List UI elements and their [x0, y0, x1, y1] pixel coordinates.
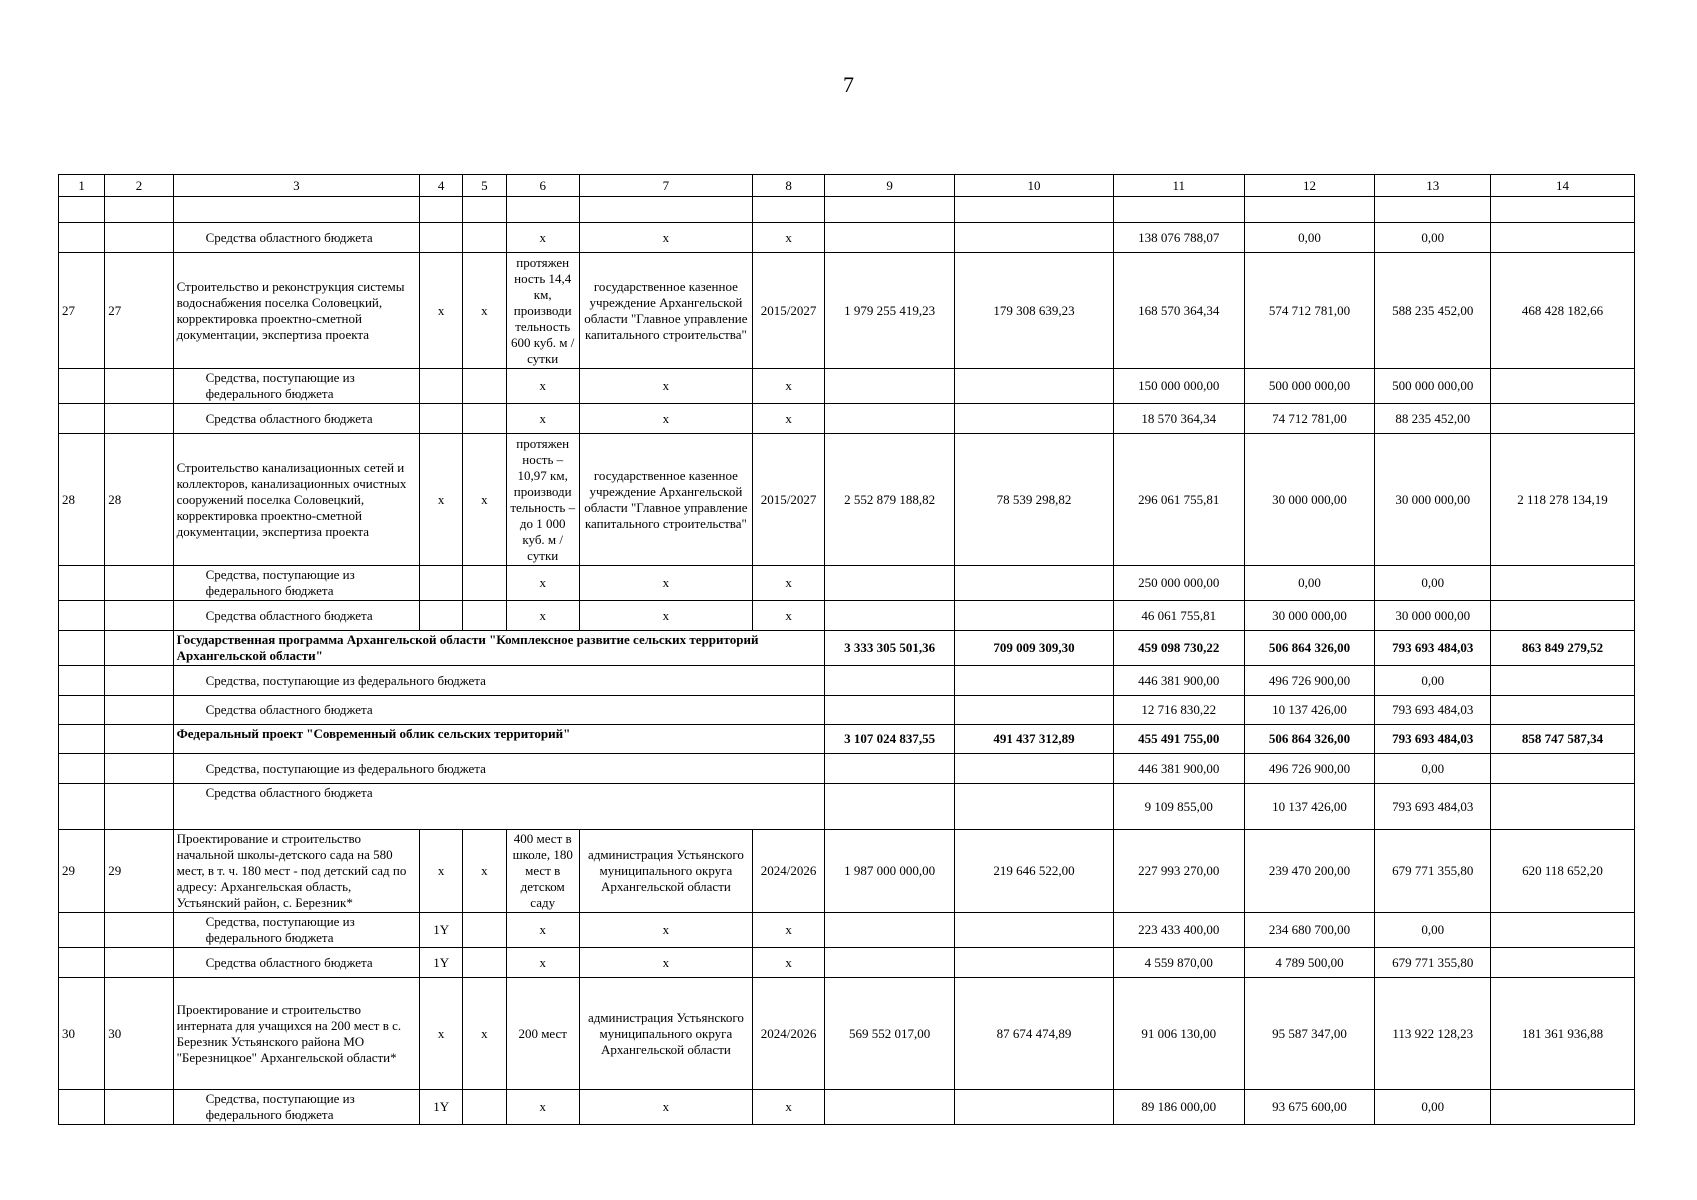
program-total-row: [59, 631, 1635, 666]
row-index-cell: 28: [105, 434, 173, 566]
row-index-cell: [105, 666, 173, 696]
spent-cell: [955, 404, 1114, 434]
row-number-cell: 29: [59, 830, 105, 913]
total-cost-cell: [825, 754, 955, 784]
amount-year2-cell: 30 000 000,00: [1244, 601, 1375, 631]
empty-cell: [173, 197, 419, 223]
project-name: Проектирование и строительство начальной школы-детского сада на 580 мест, в т. ч. 180 мест - под детский сад по адресу: Архангельская область, Устьянский район, с. Березник*: [173, 830, 419, 913]
amount-year1-cell: 150 000 000,00: [1113, 369, 1244, 404]
executor-cell: х: [579, 566, 752, 601]
amount-year3-cell: 30 000 000,00: [1375, 434, 1491, 566]
amount-year3-cell: 793 693 484,03: [1375, 631, 1491, 666]
remainder-cell: [1491, 404, 1635, 434]
total-cost-cell: [825, 913, 955, 948]
spent-cell: [955, 566, 1114, 601]
funding-source-row: [59, 404, 1635, 434]
executor-cell: государственное казенное учреждение Архангельской области "Главное управление капитального строительства": [579, 434, 752, 566]
amount-year2-cell: 0,00: [1244, 223, 1375, 253]
empty-row: [59, 197, 1635, 223]
row-index-cell: [105, 369, 173, 404]
empty-cell: [579, 197, 752, 223]
project-name: Строительство и реконструкция системы водоснабжения поселка Соловецкий, корректировка проектно-сметной документации, экспертиза проекта: [173, 253, 419, 369]
period-cell: 2024/2026: [752, 978, 824, 1090]
project-name: Строительство канализационных сетей и коллекторов, канализационных очистных сооружений поселка Соловецкий, корректировка проектно-сметной документации, экспертиза проекта: [173, 434, 419, 566]
program-funding-row: [59, 696, 1635, 725]
remainder-cell: [1491, 913, 1635, 948]
code-cell: [420, 223, 463, 253]
code-cell: 1Y: [420, 913, 463, 948]
amount-year3-cell: 588 235 452,00: [1375, 253, 1491, 369]
column-number-cell: 11: [1113, 175, 1244, 197]
column-number-cell: 3: [173, 175, 419, 197]
spent-cell: 491 437 312,89: [955, 725, 1114, 754]
remainder-cell: [1491, 754, 1635, 784]
empty-cell: [1375, 197, 1491, 223]
column-number-cell: 5: [463, 175, 506, 197]
spent-cell: [955, 754, 1114, 784]
spent-cell: 219 646 522,00: [955, 830, 1114, 913]
total-cost-cell: [825, 666, 955, 696]
amount-year1-cell: 89 186 000,00: [1113, 1090, 1244, 1125]
amount-year3-cell: 0,00: [1375, 1090, 1491, 1125]
remainder-cell: 863 849 279,52: [1491, 631, 1635, 666]
amount-year1-cell: 296 061 755,81: [1113, 434, 1244, 566]
empty-cell: [59, 197, 105, 223]
amount-year1-cell: 18 570 364,34: [1113, 404, 1244, 434]
amount-year1-cell: 227 993 270,00: [1113, 830, 1244, 913]
funding-source-name: Средства областного бюджета: [173, 223, 419, 253]
capacity-cell: х: [506, 566, 579, 601]
amount-year2-cell: 30 000 000,00: [1244, 434, 1375, 566]
remainder-cell: [1491, 784, 1635, 830]
funding-source-row: [59, 566, 1635, 601]
amount-year2-cell: 496 726 900,00: [1244, 666, 1375, 696]
amount-year2-cell: 74 712 781,00: [1244, 404, 1375, 434]
col5-cell: [463, 948, 506, 978]
amount-year1-cell: 446 381 900,00: [1113, 754, 1244, 784]
period-cell: х: [752, 223, 824, 253]
remainder-cell: [1491, 601, 1635, 631]
amount-year3-cell: 88 235 452,00: [1375, 404, 1491, 434]
remainder-cell: 468 428 182,66: [1491, 253, 1635, 369]
col5-cell: х: [463, 253, 506, 369]
funding-source-name: Средства областного бюджета: [173, 404, 419, 434]
column-number-cell: 6: [506, 175, 579, 197]
amount-year1-cell: 168 570 364,34: [1113, 253, 1244, 369]
row-number-cell: [59, 784, 105, 830]
amount-year2-cell: 506 864 326,00: [1244, 631, 1375, 666]
amount-year1-cell: 46 061 755,81: [1113, 601, 1244, 631]
amount-year2-cell: 234 680 700,00: [1244, 913, 1375, 948]
amount-year1-cell: 455 491 755,00: [1113, 725, 1244, 754]
funding-source-name: Средства областного бюджета: [173, 601, 419, 631]
spent-cell: [955, 913, 1114, 948]
remainder-cell: [1491, 696, 1635, 725]
column-number-cell: 10: [955, 175, 1114, 197]
column-number-cell: 14: [1491, 175, 1635, 197]
total-cost-cell: 3 333 305 501,36: [825, 631, 955, 666]
amount-year2-cell: 93 675 600,00: [1244, 1090, 1375, 1125]
funding-source-row: [59, 948, 1635, 978]
total-cost-cell: 1 987 000 000,00: [825, 830, 955, 913]
empty-cell: [105, 197, 173, 223]
funding-source-row: [59, 369, 1635, 404]
funding-source-name: Средства, поступающие из федерального бюджета: [173, 754, 825, 784]
amount-year2-cell: 506 864 326,00: [1244, 725, 1375, 754]
row-index-cell: [105, 566, 173, 601]
total-cost-cell: [825, 784, 955, 830]
spent-cell: [955, 666, 1114, 696]
program-funding-row: [59, 784, 1635, 830]
empty-cell: [506, 197, 579, 223]
capacity-cell: х: [506, 404, 579, 434]
amount-year3-cell: 0,00: [1375, 754, 1491, 784]
code-cell: х: [420, 434, 463, 566]
capacity-cell: протяжен ность 14,4 км, производи тельность 600 куб. м / сутки: [506, 253, 579, 369]
total-cost-cell: [825, 601, 955, 631]
period-cell: х: [752, 404, 824, 434]
col5-cell: х: [463, 434, 506, 566]
executor-cell: х: [579, 948, 752, 978]
period-cell: х: [752, 601, 824, 631]
code-cell: х: [420, 253, 463, 369]
amount-year2-cell: 500 000 000,00: [1244, 369, 1375, 404]
amount-year1-cell: 250 000 000,00: [1113, 566, 1244, 601]
row-number-cell: [59, 948, 105, 978]
col5-cell: [463, 223, 506, 253]
program-name: Федеральный проект "Современный облик сельских территорий": [173, 725, 825, 754]
total-cost-cell: [825, 369, 955, 404]
row-number-cell: 30: [59, 978, 105, 1090]
code-cell: [420, 601, 463, 631]
column-number-cell: 12: [1244, 175, 1375, 197]
amount-year3-cell: 679 771 355,80: [1375, 830, 1491, 913]
total-cost-cell: [825, 1090, 955, 1125]
amount-year1-cell: 223 433 400,00: [1113, 913, 1244, 948]
empty-cell: [463, 197, 506, 223]
code-cell: х: [420, 830, 463, 913]
row-number-cell: [59, 631, 105, 666]
amount-year1-cell: 91 006 130,00: [1113, 978, 1244, 1090]
row-index-cell: 30: [105, 978, 173, 1090]
row-index-cell: [105, 601, 173, 631]
row-index-cell: [105, 696, 173, 725]
amount-year3-cell: 500 000 000,00: [1375, 369, 1491, 404]
project-row: [59, 253, 1635, 369]
code-cell: х: [420, 978, 463, 1090]
amount-year3-cell: 793 693 484,03: [1375, 696, 1491, 725]
row-number-cell: [59, 566, 105, 601]
col5-cell: х: [463, 830, 506, 913]
spent-cell: 709 009 309,30: [955, 631, 1114, 666]
capacity-cell: х: [506, 369, 579, 404]
period-cell: х: [752, 948, 824, 978]
column-number-cell: 9: [825, 175, 955, 197]
project-row: [59, 978, 1635, 1090]
funding-source-name: Средства областного бюджета: [173, 948, 419, 978]
remainder-cell: 858 747 587,34: [1491, 725, 1635, 754]
executor-cell: х: [579, 1090, 752, 1125]
remainder-cell: 2 118 278 134,19: [1491, 434, 1635, 566]
funding-source-row: [59, 1090, 1635, 1125]
remainder-cell: 620 118 652,20: [1491, 830, 1635, 913]
row-number-cell: [59, 601, 105, 631]
total-cost-cell: [825, 696, 955, 725]
remainder-cell: [1491, 948, 1635, 978]
executor-cell: х: [579, 223, 752, 253]
period-cell: 2015/2027: [752, 434, 824, 566]
amount-year3-cell: 0,00: [1375, 913, 1491, 948]
budget-table: [58, 174, 1635, 1125]
executor-cell: х: [579, 404, 752, 434]
empty-cell: [752, 197, 824, 223]
spent-cell: [955, 696, 1114, 725]
program-funding-row: [59, 666, 1635, 696]
amount-year1-cell: 138 076 788,07: [1113, 223, 1244, 253]
column-number-cell: 8: [752, 175, 824, 197]
remainder-cell: 181 361 936,88: [1491, 978, 1635, 1090]
executor-cell: х: [579, 369, 752, 404]
capacity-cell: х: [506, 1090, 579, 1125]
row-number-cell: [59, 754, 105, 784]
amount-year2-cell: 4 789 500,00: [1244, 948, 1375, 978]
empty-cell: [1113, 197, 1244, 223]
code-cell: [420, 369, 463, 404]
column-number-cell: 13: [1375, 175, 1491, 197]
funding-source-name: Средства областного бюджета: [173, 784, 825, 830]
funding-source-name: Средства, поступающие из федерального бюджета: [173, 666, 825, 696]
amount-year2-cell: 496 726 900,00: [1244, 754, 1375, 784]
empty-cell: [955, 197, 1114, 223]
period-cell: х: [752, 566, 824, 601]
col5-cell: [463, 601, 506, 631]
amount-year3-cell: 113 922 128,23: [1375, 978, 1491, 1090]
total-cost-cell: 2 552 879 188,82: [825, 434, 955, 566]
col5-cell: [463, 566, 506, 601]
total-cost-cell: [825, 566, 955, 601]
row-number-cell: 27: [59, 253, 105, 369]
row-number-cell: [59, 696, 105, 725]
remainder-cell: [1491, 369, 1635, 404]
column-number-cell: 4: [420, 175, 463, 197]
spent-cell: [955, 784, 1114, 830]
spent-cell: 87 674 474,89: [955, 978, 1114, 1090]
code-cell: 1Y: [420, 948, 463, 978]
amount-year3-cell: 793 693 484,03: [1375, 725, 1491, 754]
remainder-cell: [1491, 566, 1635, 601]
project-name: Проектирование и строительство интерната для учащихся на 200 мест в с. Березник Устьянского района МО "Березницкое" Архангельской области*: [173, 978, 419, 1090]
total-cost-cell: [825, 404, 955, 434]
program-name: Государственная программа Архангельской области "Комплексное развитие сельских территорий Архангельской области": [173, 631, 825, 666]
code-cell: 1Y: [420, 1090, 463, 1125]
column-number-cell: 2: [105, 175, 173, 197]
spent-cell: [955, 601, 1114, 631]
column-number-row: [59, 175, 1635, 197]
row-number-cell: [59, 666, 105, 696]
amount-year1-cell: 459 098 730,22: [1113, 631, 1244, 666]
amount-year3-cell: 0,00: [1375, 666, 1491, 696]
row-index-cell: [105, 913, 173, 948]
amount-year3-cell: 30 000 000,00: [1375, 601, 1491, 631]
spent-cell: [955, 369, 1114, 404]
amount-year2-cell: 10 137 426,00: [1244, 784, 1375, 830]
executor-cell: администрация Устьянского муниципального округа Архангельской области: [579, 978, 752, 1090]
row-number-cell: [59, 369, 105, 404]
spent-cell: [955, 1090, 1114, 1125]
executor-cell: администрация Устьянского муниципального округа Архангельской области: [579, 830, 752, 913]
period-cell: х: [752, 369, 824, 404]
remainder-cell: [1491, 1090, 1635, 1125]
amount-year1-cell: 4 559 870,00: [1113, 948, 1244, 978]
spent-cell: 78 539 298,82: [955, 434, 1114, 566]
total-cost-cell: [825, 223, 955, 253]
spent-cell: [955, 948, 1114, 978]
funding-source-name: Средства, поступающие из федерального бюджета: [173, 1090, 419, 1125]
executor-cell: х: [579, 913, 752, 948]
empty-cell: [1244, 197, 1375, 223]
col5-cell: [463, 404, 506, 434]
project-row: [59, 434, 1635, 566]
column-number-cell: 1: [59, 175, 105, 197]
capacity-cell: х: [506, 948, 579, 978]
funding-source-row: [59, 601, 1635, 631]
row-index-cell: 29: [105, 830, 173, 913]
row-index-cell: [105, 725, 173, 754]
row-number-cell: [59, 725, 105, 754]
amount-year3-cell: 0,00: [1375, 223, 1491, 253]
funding-source-name: Средства, поступающие из федерального бюджета: [173, 913, 419, 948]
funding-source-name: Средства, поступающие из федерального бюджета: [173, 566, 419, 601]
row-number-cell: [59, 913, 105, 948]
capacity-cell: 400 мест в школе, 180 мест в детском саду: [506, 830, 579, 913]
period-cell: 2015/2027: [752, 253, 824, 369]
period-cell: 2024/2026: [752, 830, 824, 913]
remainder-cell: [1491, 666, 1635, 696]
capacity-cell: 200 мест: [506, 978, 579, 1090]
amount-year2-cell: 239 470 200,00: [1244, 830, 1375, 913]
funding-source-name: Средства областного бюджета: [173, 696, 825, 725]
total-cost-cell: 1 979 255 419,23: [825, 253, 955, 369]
program-funding-row: [59, 754, 1635, 784]
column-number-cell: 7: [579, 175, 752, 197]
row-index-cell: [105, 404, 173, 434]
row-number-cell: [59, 223, 105, 253]
period-cell: х: [752, 913, 824, 948]
row-index-cell: [105, 754, 173, 784]
amount-year1-cell: 446 381 900,00: [1113, 666, 1244, 696]
capacity-cell: х: [506, 223, 579, 253]
amount-year3-cell: 793 693 484,03: [1375, 784, 1491, 830]
period-cell: х: [752, 1090, 824, 1125]
code-cell: [420, 566, 463, 601]
amount-year2-cell: 10 137 426,00: [1244, 696, 1375, 725]
amount-year2-cell: 0,00: [1244, 566, 1375, 601]
amount-year2-cell: 574 712 781,00: [1244, 253, 1375, 369]
row-index-cell: [105, 1090, 173, 1125]
funding-source-row: [59, 913, 1635, 948]
funding-source-name: Средства, поступающие из федерального бюджета: [173, 369, 419, 404]
executor-cell: государственное казенное учреждение Архангельской области "Главное управление капитального строительства": [579, 253, 752, 369]
row-index-cell: [105, 948, 173, 978]
spent-cell: [955, 223, 1114, 253]
funding-source-row: [59, 223, 1635, 253]
row-number-cell: [59, 1090, 105, 1125]
spent-cell: 179 308 639,23: [955, 253, 1114, 369]
row-index-cell: [105, 784, 173, 830]
col5-cell: х: [463, 978, 506, 1090]
row-number-cell: 28: [59, 434, 105, 566]
page-number: 7: [843, 72, 854, 97]
empty-cell: [420, 197, 463, 223]
total-cost-cell: [825, 948, 955, 978]
total-cost-cell: 569 552 017,00: [825, 978, 955, 1090]
amount-year1-cell: 9 109 855,00: [1113, 784, 1244, 830]
amount-year3-cell: 679 771 355,80: [1375, 948, 1491, 978]
amount-year3-cell: 0,00: [1375, 566, 1491, 601]
program-total-row: [59, 725, 1635, 754]
empty-cell: [1491, 197, 1635, 223]
row-index-cell: [105, 223, 173, 253]
amount-year2-cell: 95 587 347,00: [1244, 978, 1375, 1090]
capacity-cell: протяжен ность – 10,97 км, производи тельность – до 1 000 куб. м / сутки: [506, 434, 579, 566]
capacity-cell: х: [506, 601, 579, 631]
project-row: [59, 830, 1635, 913]
row-index-cell: 27: [105, 253, 173, 369]
col5-cell: [463, 913, 506, 948]
amount-year1-cell: 12 716 830,22: [1113, 696, 1244, 725]
remainder-cell: [1491, 223, 1635, 253]
executor-cell: х: [579, 601, 752, 631]
col5-cell: [463, 1090, 506, 1125]
empty-cell: [825, 197, 955, 223]
row-number-cell: [59, 404, 105, 434]
total-cost-cell: 3 107 024 837,55: [825, 725, 955, 754]
capacity-cell: х: [506, 913, 579, 948]
code-cell: [420, 404, 463, 434]
col5-cell: [463, 369, 506, 404]
row-index-cell: [105, 631, 173, 666]
